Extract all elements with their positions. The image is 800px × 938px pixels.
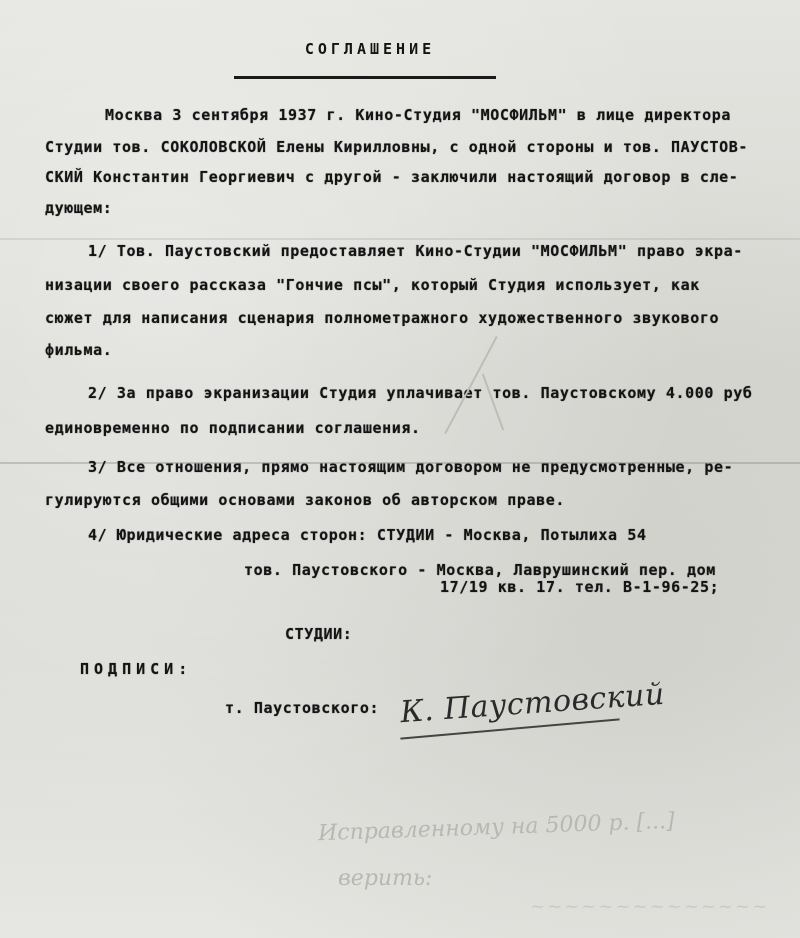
clause-1-line-3: сюжет для написания сценария полнометражного художественного звукового xyxy=(45,309,720,327)
paper-crease xyxy=(0,238,800,240)
handwritten-signature: К. Паустовский xyxy=(399,676,666,731)
document-title: СОГЛАШЕНИЕ xyxy=(304,40,436,58)
pencil-annotation-line-2: верить: xyxy=(338,866,433,891)
studio-signature-label: СТУДИИ: xyxy=(285,625,353,643)
clause-2-line-1: 2/ За право экранизации Студия уплачивает тов. Паустовскому 4.000 руб xyxy=(88,384,753,402)
clause-1-line-2: низации своего рассказа "Гончие псы", который Студия использует, как xyxy=(45,276,700,294)
clause-4-line-3: 17/19 кв. 17. тел. В-1-96-25; xyxy=(440,578,720,596)
clause-1-line-1: 1/ Тов. Паустовский предоставляет Кино-Студии "МОСФИЛЬМ" право экра- xyxy=(88,242,743,260)
pencil-annotation-line-1: Исправленному на 5000 р. [...] xyxy=(317,808,676,847)
intro-line-3: СКИЙ Константин Георгиевич с другой - заключили настоящий договор в сле- xyxy=(45,168,739,186)
pencil-mark xyxy=(482,373,504,430)
pencil-scribble: ~~~~~~~~~~~~~~ xyxy=(530,896,770,917)
clause-3-line-2: гулируются общими основами законов об авторском праве. xyxy=(45,491,566,509)
clause-4-line-2: тов. Паустовского - Москва, Лаврушинский пер. дом xyxy=(244,561,716,579)
intro-line-2: Студии тов. СОКОЛОВСКОЙ Елены Кирилловны, с одной стороны и тов. ПАУСТОВ- xyxy=(45,138,749,156)
clause-3-line-1: 3/ Все отношения, прямо настоящим договором не предусмотренные, ре- xyxy=(88,458,734,476)
intro-line-1: Москва 3 сентября 1937 г. Кино-Студия "МОСФИЛЬМ" в лице директора xyxy=(105,106,731,124)
paustovsky-signature-label: т. Паустовского: xyxy=(225,699,380,717)
signatures-heading: ПОДПИСИ: xyxy=(80,660,193,678)
intro-line-4: дующем: xyxy=(45,199,113,217)
title-underline xyxy=(234,76,496,79)
clause-4-line-1: 4/ Юридические адреса сторон: СТУДИИ - Москва, Потылиха 54 xyxy=(88,526,647,544)
clause-2-line-2: единовременно по подписании соглашения. xyxy=(45,419,421,437)
clause-1-line-4: фильма. xyxy=(45,341,113,359)
